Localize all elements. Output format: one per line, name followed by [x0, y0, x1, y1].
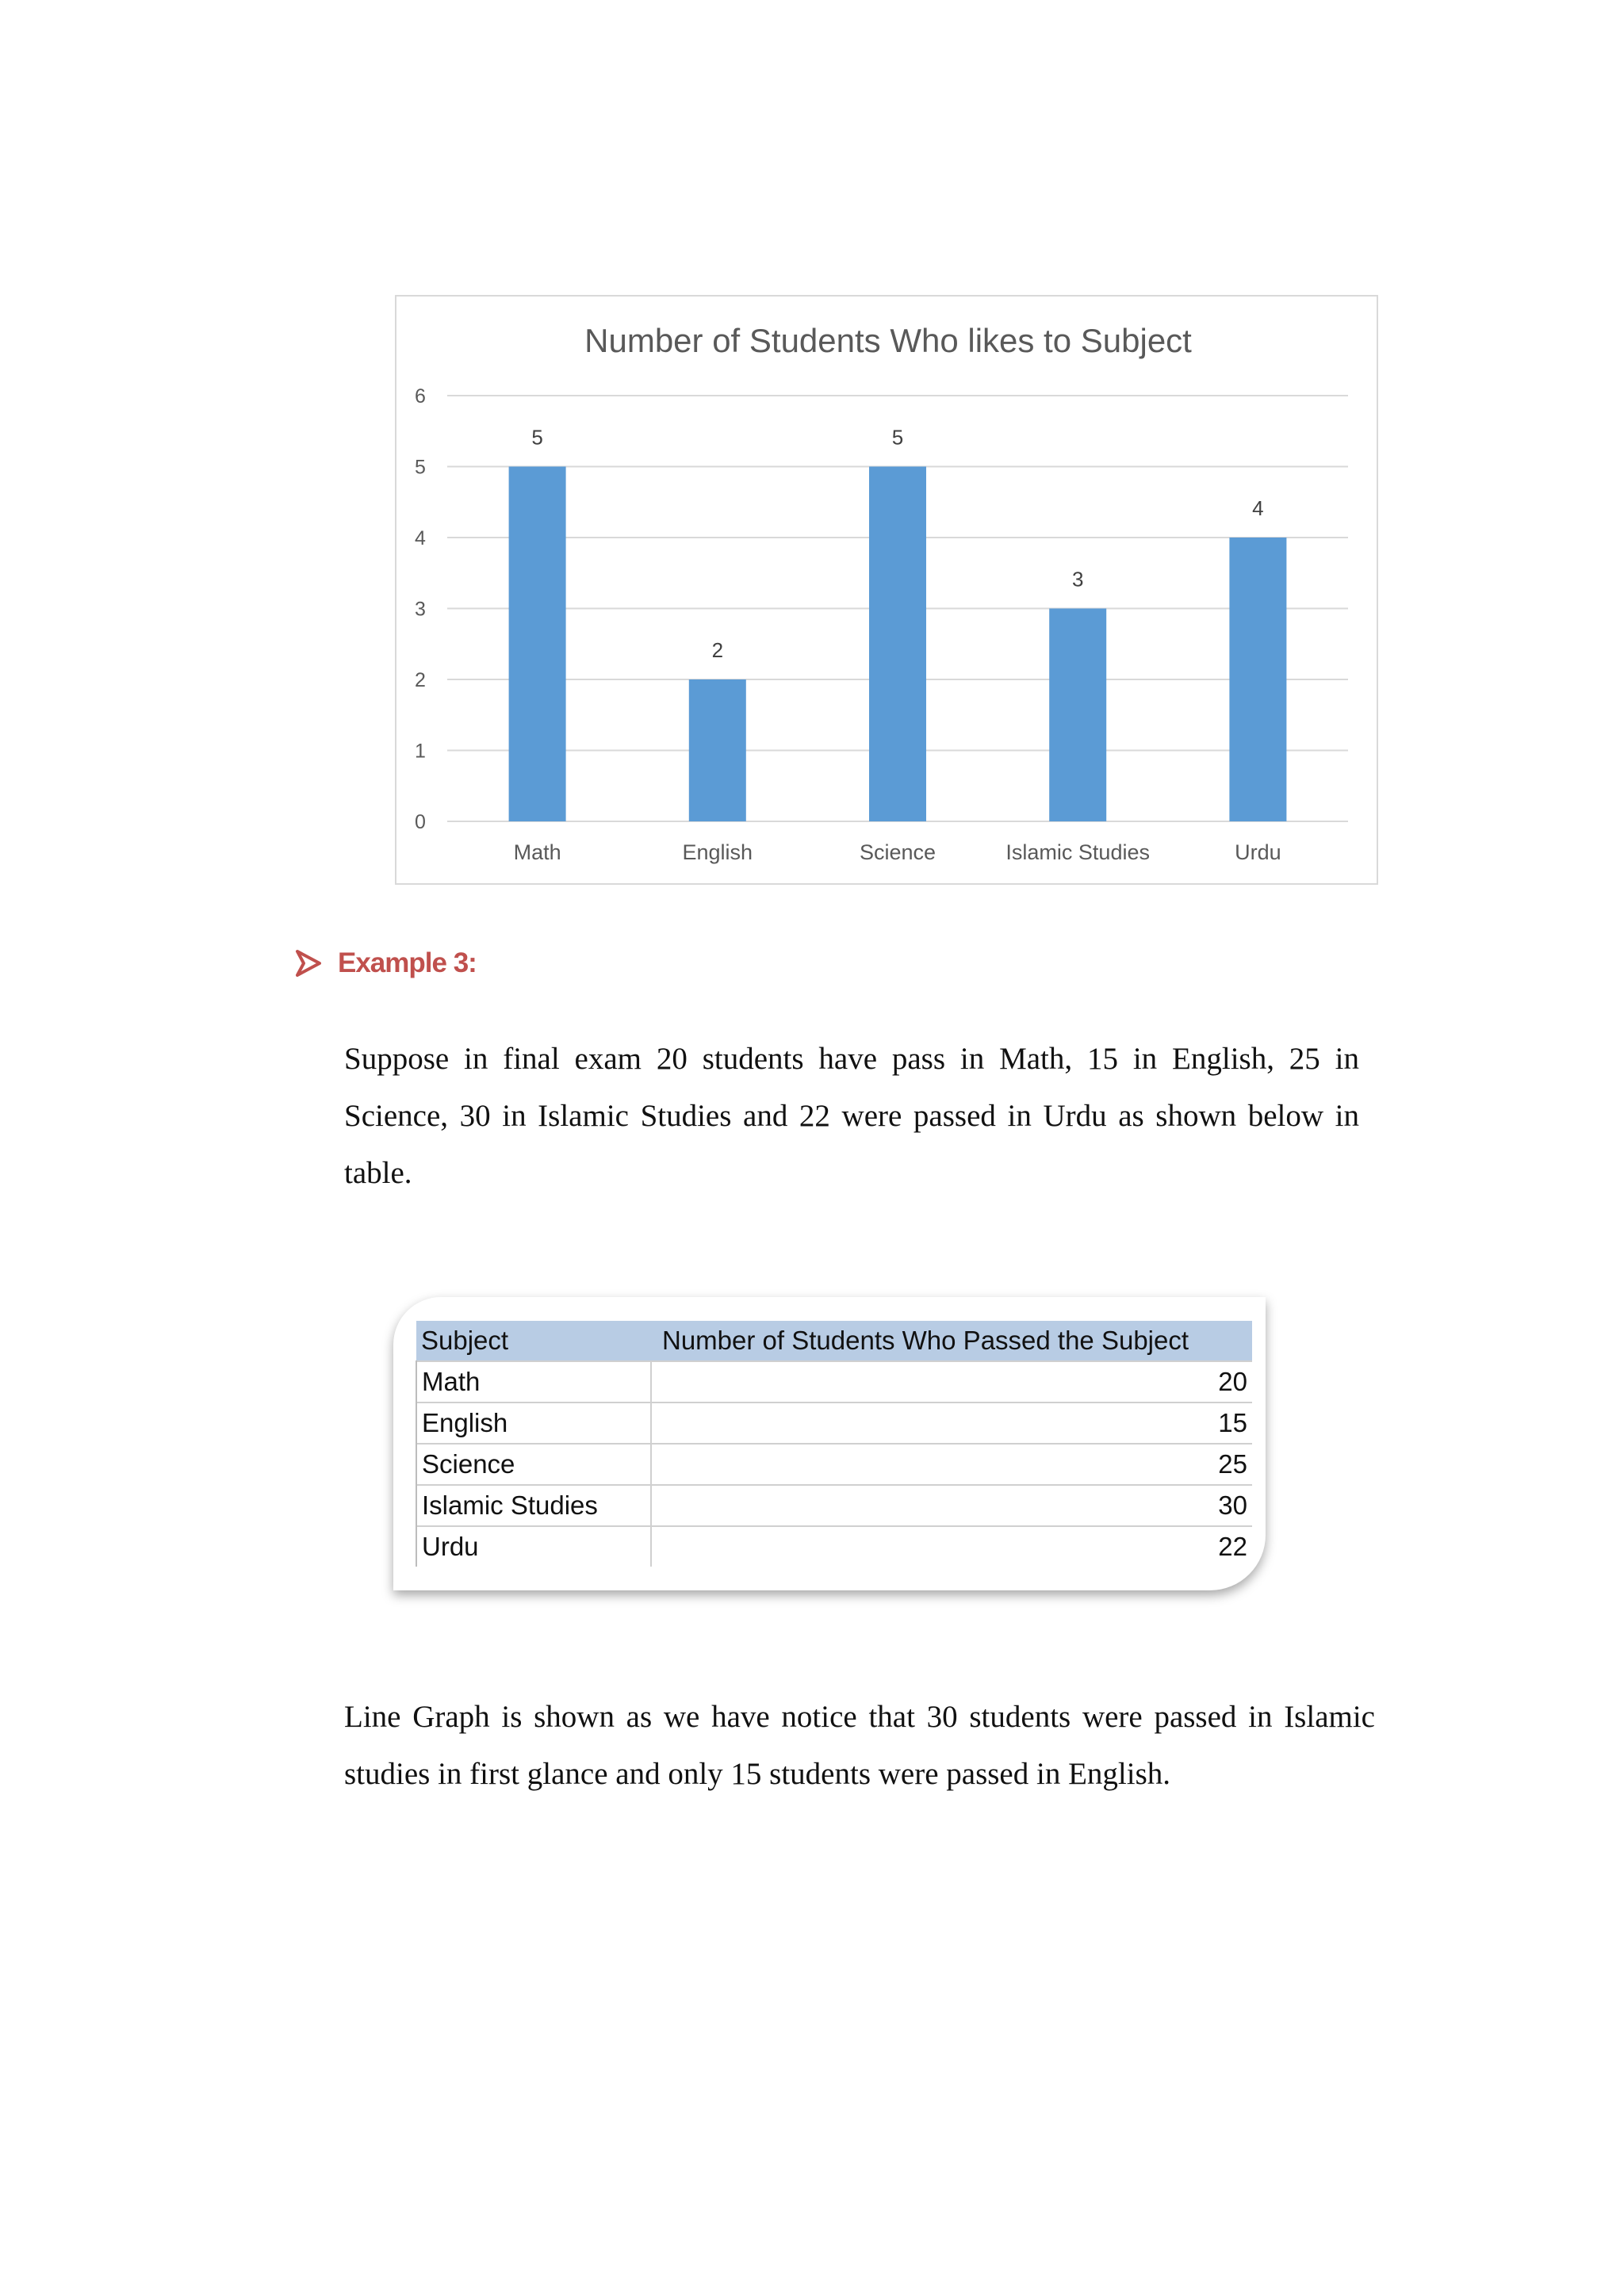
example-title: Example 3: [338, 947, 477, 978]
passed-students-table [416, 1321, 1252, 1567]
chart-data-label: 3 [1071, 567, 1084, 591]
chart-y-axis [415, 385, 426, 833]
chart-x-tick-label: English [682, 840, 753, 864]
chart-y-tick-label: 1 [415, 740, 426, 763]
example-heading [295, 943, 477, 983]
intro-paragraph: Suppose in final exam 20 students have pass in Math, 15 in English, 25 in Science, 30 in Islamic Studies and 22 were passed in Urdu as shown below in table. [344, 1042, 1359, 1190]
chart-canvas [396, 297, 1380, 886]
table-header-row [416, 1321, 1252, 1361]
table-cell-count: 22 [651, 1526, 1252, 1567]
table-cell-subject: English [416, 1402, 651, 1444]
table-row [416, 1444, 1252, 1485]
chart-x-tick-label: Math [513, 840, 561, 864]
chart-x-tick-label: Urdu [1235, 840, 1281, 864]
chart-bar [1049, 609, 1106, 822]
chart-y-tick-label: 5 [415, 456, 426, 479]
chart-bar [869, 467, 926, 822]
table-cell-count: 20 [651, 1361, 1252, 1402]
arrow-bullet-icon [295, 949, 322, 978]
table-cell-count: 25 [651, 1444, 1252, 1485]
table-row [416, 1361, 1252, 1402]
table-row [416, 1485, 1252, 1526]
table-cell-count: 15 [651, 1402, 1252, 1444]
chart-data-label: 2 [711, 638, 724, 662]
chart-y-tick-label: 0 [415, 811, 426, 833]
chart-bar [1229, 538, 1286, 821]
table-row [416, 1526, 1252, 1567]
chart-y-tick-label: 6 [415, 385, 426, 408]
bar-chart [395, 295, 1378, 885]
chart-bar [509, 467, 566, 822]
chart-x-tick-label: Science [859, 840, 936, 864]
chart-y-tick-label: 3 [415, 598, 426, 621]
chart-bar [689, 679, 746, 821]
chart-y-tick-label: 2 [415, 669, 426, 691]
table-cell-subject: Islamic Studies [416, 1485, 651, 1526]
chart-y-tick-label: 4 [415, 527, 426, 549]
chart-data-label: 4 [1252, 496, 1264, 520]
chart-title: Number of Students Who likes to Subject [584, 322, 1192, 359]
table-row [416, 1402, 1252, 1444]
table-card [393, 1297, 1266, 1590]
chart-x-tick-label: Islamic Studies [1005, 840, 1150, 864]
chart-x-axis [514, 840, 1281, 864]
table-cell-count: 30 [651, 1485, 1252, 1526]
table-header-count: Number of Students Who Passed the Subject [651, 1321, 1252, 1361]
conclusion-paragraph: Line Graph is shown as we have notice that 30 students were passed in Islamic studies in first glance and only 15 students were passed in English. [344, 1700, 1375, 1791]
chart-bars [509, 467, 1287, 822]
table-cell-subject: Urdu [416, 1526, 651, 1567]
table-cell-subject: Math [416, 1361, 651, 1402]
table-header-subject: Subject [416, 1321, 651, 1361]
chart-data-label: 5 [891, 425, 904, 450]
chart-data-label: 5 [531, 425, 543, 450]
table-cell-subject: Science [416, 1444, 651, 1485]
